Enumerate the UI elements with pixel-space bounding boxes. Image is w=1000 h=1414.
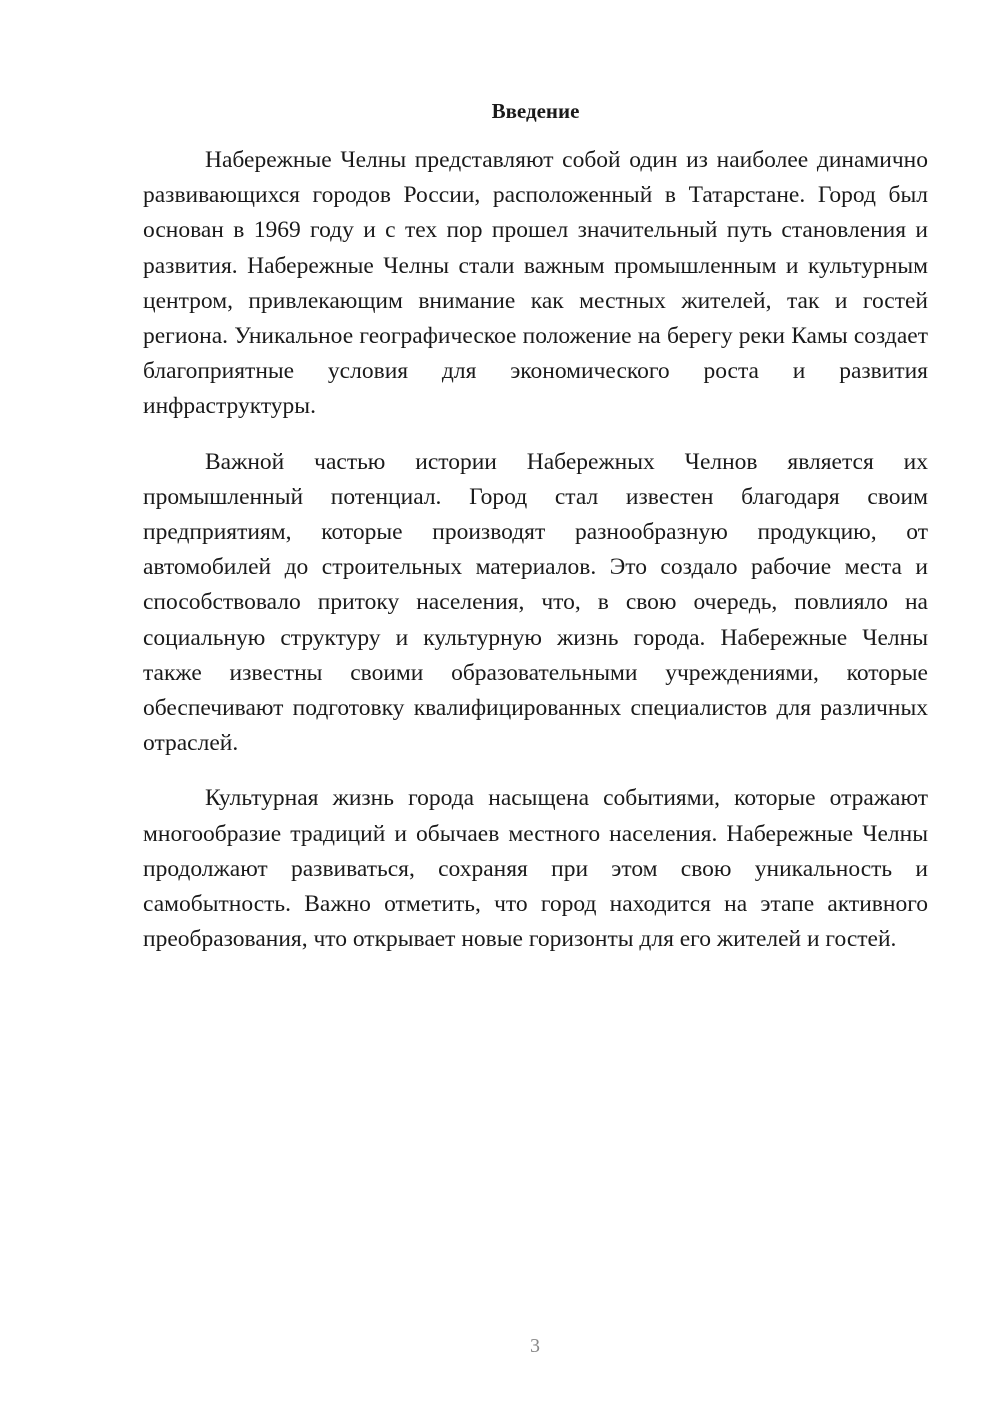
document-body	[143, 95, 928, 977]
section-heading: Введение	[491, 99, 580, 123]
paragraph-1: Набережные Челны представляют собой один из наиболее динамично развивающихся городов России, расположенный в Татарстане. Город был основан в 1969 году и с тех пор прошел значительный путь становления и развития. Набережные Челны стали важным промышленным и культурным центром, привлекающим внимание как местных жителей, так и гостей региона. Уникальное географическое положение на берегу реки Камы создает благоприятные условия для экономического роста и развития инфраструктуры.	[143, 147, 928, 420]
paragraph-2: Важной частью истории Набережных Челнов является их промышленный потенциал. Город стал известен благодаря своим предприятиям, которые производят разнообразную продукцию, от автомобилей до строительных материалов. Это создало рабочие места и способствовало притоку населения, что, в свою очередь, повлияло на социальную структуру и культурную жизнь города. Набережные Челны также известны своими образовательными учреждениями, которые обеспечивают подготовку квалифицированных специалистов для различных отраслей.	[143, 448, 928, 757]
page-number: 3	[530, 1335, 540, 1357]
paragraph-3: Культурная жизнь города насыщена событиями, которые отражают многообразие традиций и обычаев местного населения. Набережные Челны продолжают развиваться, сохраняя при этом свою уникальность и самобытность. Важно отметить, что город находится на этапе активного преобразования, что открывает новые горизонты для его жителей и гостей.	[143, 785, 928, 953]
